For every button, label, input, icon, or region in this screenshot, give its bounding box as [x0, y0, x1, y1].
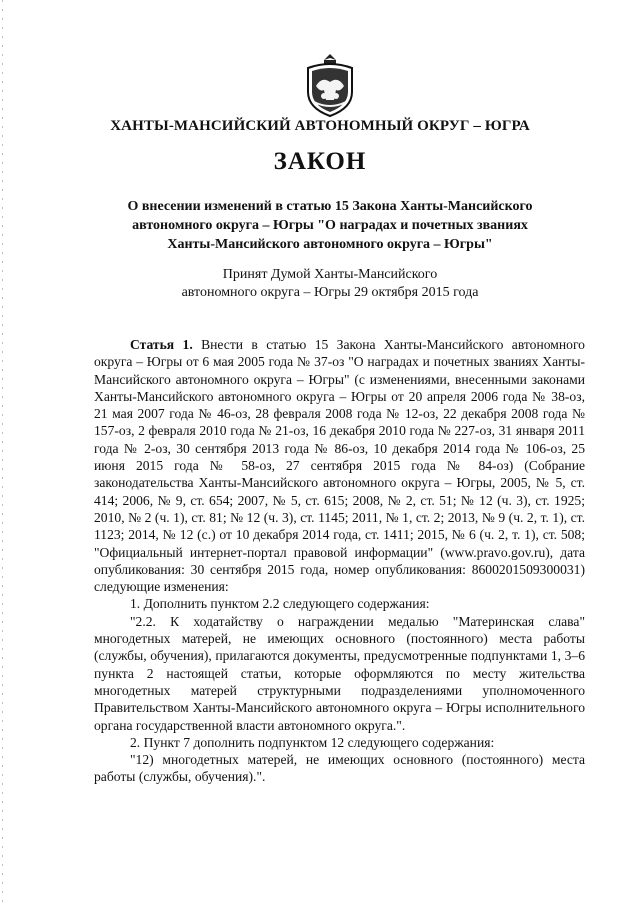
adoption-note-line: автономного округа – Югры 29 октября 2015 года [181, 285, 479, 300]
law-body [94, 336, 585, 786]
amendment-item: "2.2. К ходатайству о награждении медалью "Материнская слава" многодетных матерей, не имеющих основного (постоянного) места работы (службы, обучения), прилагаются документы, предусмотренные подпунктами 1, 3–6 пункта 2 настоящей статьи, которые оформляются по месту жительства многодетных матерей структурными подразделениями уполномоченного Правительством Ханты-Мансийского автономного округа – Югры исполнительного органа государственной власти автономного округа.". [94, 613, 585, 733]
article-1-paragraph [94, 336, 585, 595]
amendment-item: 1. Дополнить пунктом 2.2 следующего содержания: [130, 596, 430, 612]
amendment-item: 2. Пункт 7 дополнить подпунктом 12 следующего содержания: [130, 734, 495, 750]
adoption-note [150, 266, 510, 302]
scan-edge [2, 0, 3, 905]
region-heading: ХАНТЫ-МАНСИЙСКИЙ АВТОНОМНЫЙ ОКРУГ – ЮГРА [110, 118, 530, 134]
law-title-line: О внесении изменений в статью 15 Закона Ханты-Мансийского [127, 199, 533, 214]
adoption-note-line: Принят Думой Ханты-Мансийского [222, 267, 438, 282]
law-title [100, 197, 560, 254]
law-title-line: Ханты-Мансийского автономного округа – Югры" [167, 237, 493, 252]
amendment-item: "12) многодетных матерей, не имеющих основного (постоянного) места работы (службы, обучения).". [94, 752, 585, 785]
document-type-heading: ЗАКОН [273, 148, 367, 175]
article-text: Внести в статью 15 Закона Ханты-Мансийского автономного округа – Югры от 6 мая 2005 года № 37-оз "О наградах и почетных званиях Ханты-Мансийского автономного округа – Югры" (с изменениями, внесенными законами Ханты-Мансийского автономного округа – Югры от 20 апреля 2006 года № 38-оз, 21 мая 2007 года № 46-оз, 28 февраля 2008 года № 12-оз, 22 декабря 2008 года № 157-оз, 2 февраля 2010 года № 21-оз, 16 декабря 2010 года № 227-оз, 31 января 2011 года № 2-оз, 30 сентября 2013 года № 86-оз, 10 декабря 2014 года № 106-оз, 25 июня 2015 года № 58-оз, 27 сентября 2015 года № 84-оз) (Собрание законодательства Ханты-Мансийского автономного округа – Югры, 2005, № 5, ст. 414; 2006, № 9, ст. 654; 2007, № 5, ст. 615; 2008, № 2, ст. 51; № 12 (ч. 3), ст. 1925; 2010, № 2 (ч. 1), ст. 81; № 12 (ч. 3), ст. 1145; 2011, № 1, ст. 2; 2013, № 9 (ч. 2, т. 1), ст. 1123; 2014, № 12 (с.) от 10 декабря 2014 года, ст. 1411; 2015, № 6 (ч. 2, т. 1), ст. 508; "Официальный интернет-портал правовой информации" (www.pravo.gov.ru), дата опубликования: 30 сентября 2015 года, номер опубликования: 8600201509300031) следующие изменения: [94, 337, 585, 595]
law-title-line: автономного округа – Югры "О наградах и почетных званиях [132, 218, 528, 233]
article-label: Статья 1. [130, 337, 193, 352]
coat-of-arms-icon [302, 52, 358, 118]
